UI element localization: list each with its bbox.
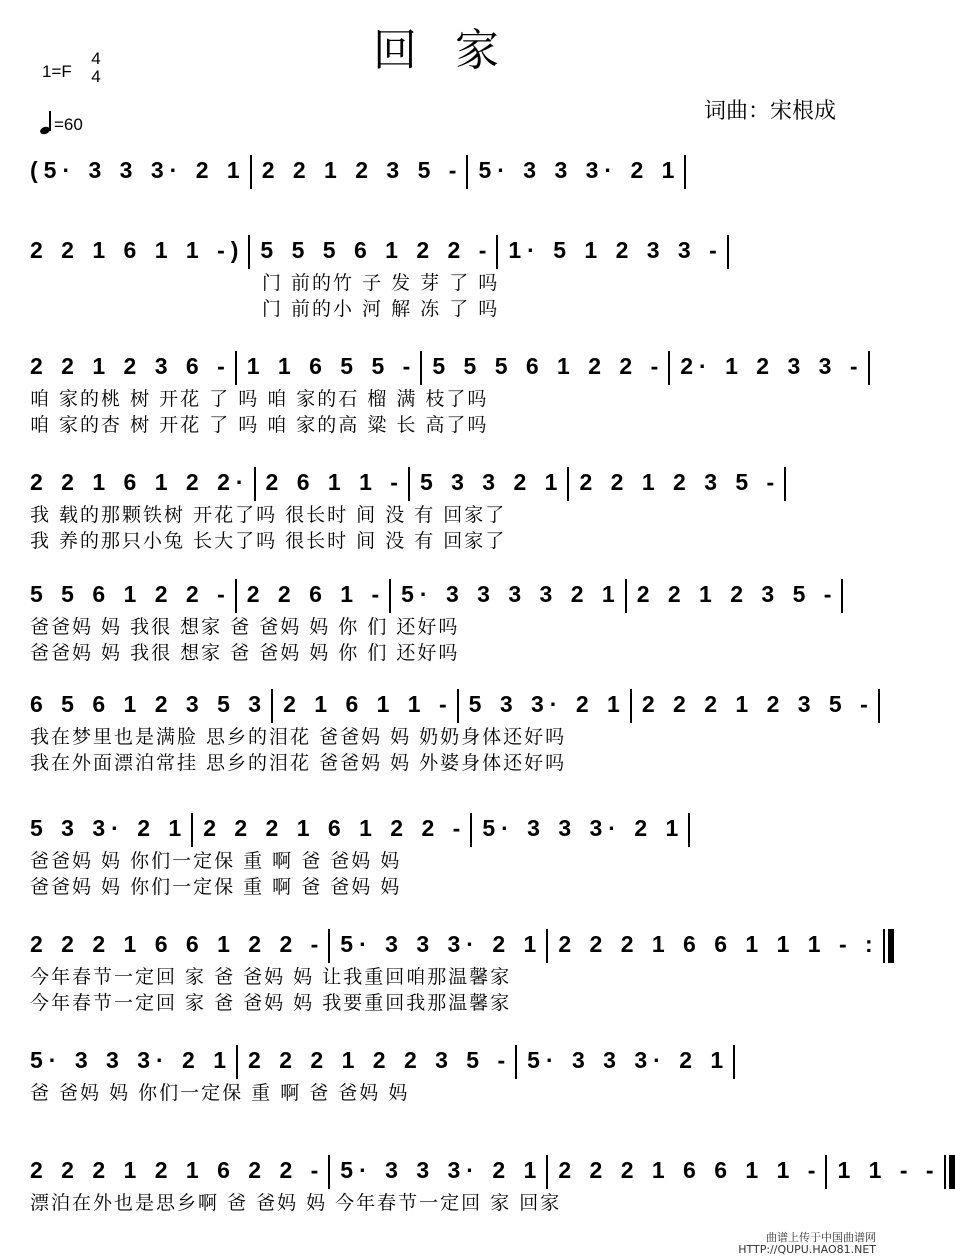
barline	[271, 689, 273, 723]
measure: 5· 3 3 3· 2 1	[340, 1157, 543, 1183]
notation-line	[30, 924, 879, 964]
notation-line	[30, 1150, 940, 1190]
song-title: 回 家	[373, 25, 511, 76]
measure: 5· 3 3 3· 2 1	[340, 931, 543, 957]
measure: 5· 3 3 3· 2 1	[482, 815, 685, 841]
score-system-9	[30, 1040, 864, 1106]
score-system-1	[30, 150, 864, 190]
score-system-7	[30, 808, 864, 900]
score-system-4	[30, 462, 864, 554]
notation-line	[30, 1040, 864, 1080]
measure: (5· 3 3 3· 2 1	[30, 157, 246, 183]
measure: 1 1 - -	[837, 1157, 940, 1183]
lyric-line-1: 我 载的那颗铁树 开花了吗 很长时 间 没 有 回家了	[30, 504, 507, 526]
score-system-8	[30, 924, 879, 1016]
barline	[630, 689, 632, 723]
measure: 2 2 2 1 6 6 1 1 -	[558, 1157, 822, 1183]
repeat-barline	[883, 929, 885, 963]
notation-line	[30, 462, 864, 502]
measure: 2 2 1 2 3 5 -	[261, 157, 463, 183]
barline	[688, 813, 690, 847]
measure: 5· 3 3 3· 2 1	[527, 1047, 730, 1073]
measure: 2 2 1 2 3 5 -	[636, 581, 838, 607]
lyric-line-2: 今年春节一定回 家 爸 爸妈 妈 我要重回我那温馨家	[30, 992, 512, 1014]
lyric-line-1: 咱 家的桃 树 开花 了 吗 咱 家的石 榴 满 枝了吗	[30, 388, 489, 410]
barline	[733, 1045, 735, 1079]
barline	[254, 467, 256, 501]
repeat-barline-thick	[888, 929, 894, 963]
notation-line	[30, 574, 864, 614]
measure: 2 1 6 1 1 -	[283, 691, 453, 717]
score-system-3	[30, 346, 864, 438]
measure: 2 2 2 1 6 6 1 2 2 -	[30, 931, 325, 957]
measure: 5· 3 3 3· 2 1	[30, 1047, 233, 1073]
lyric-line-1: 爸爸妈 妈 我很 想家 爸 爸妈 妈 你 们 还好吗	[30, 616, 460, 638]
measure: 6 5 6 1 2 3 5 3	[30, 691, 268, 717]
barline	[328, 929, 330, 963]
barline	[328, 1155, 330, 1189]
lyric-line-1: 爸爸妈 妈 你们一定保 重 啊 爸 爸妈 妈	[30, 850, 402, 872]
measure: 5· 3 3 3· 2 1	[478, 157, 681, 183]
final-barline	[944, 1155, 946, 1189]
barline	[496, 235, 498, 269]
notation-line	[30, 346, 864, 386]
barline	[546, 1155, 548, 1189]
lyric-line-1: 门 前的竹 子 发 芽 了 吗	[262, 272, 500, 294]
barline	[784, 467, 786, 501]
lyric-line-2: 我 养的那只小兔 长大了吗 很长时 间 没 有 回家了	[30, 530, 507, 552]
measure: 2· 1 2 3 3 -	[680, 353, 864, 379]
key-signature: 1=F	[42, 62, 72, 81]
measure: 5 5 6 1 2 2 -	[30, 581, 231, 607]
barline	[250, 155, 252, 189]
score-system-10	[30, 1150, 940, 1216]
measure: 2 2 2 1 2 3 5 -	[641, 691, 874, 717]
final-barline-thick	[949, 1155, 955, 1189]
barline	[684, 155, 686, 189]
barline	[515, 1045, 517, 1079]
measure: 1· 5 1 2 3 3 -	[508, 237, 723, 263]
barline	[389, 579, 391, 613]
lyric-line-1: 今年春节一定回 家 爸 爸妈 妈 让我重回咱那温馨家	[30, 966, 512, 988]
measure: 5 5 5 6 1 2 2 -	[432, 353, 665, 379]
measure: 5 5 5 6 1 2 2 -	[260, 237, 493, 263]
barline	[191, 813, 193, 847]
barline	[235, 351, 237, 385]
score-system-2	[30, 230, 864, 322]
watermark-line-2: HTTP://QUPU.HAO81.NET	[738, 1243, 876, 1256]
score-system-6	[30, 684, 874, 776]
measure: 2 2 6 1 -	[246, 581, 386, 607]
measure: 2 6 1 1 -	[265, 469, 404, 495]
notation-line	[30, 808, 864, 848]
barline	[420, 351, 422, 385]
measure: 5 3 3 2 1	[419, 469, 564, 495]
barline	[466, 155, 468, 189]
lyric-line-2: 门 前的小 河 解 冻 了 吗	[262, 298, 500, 320]
barline	[727, 235, 729, 269]
measure: 2 2 1 2 3 5 -	[579, 469, 781, 495]
barline	[235, 579, 237, 613]
barline	[625, 579, 627, 613]
barline	[567, 467, 569, 501]
measure: 2 2 2 1 6 1 2 2 -	[203, 815, 467, 841]
score-system-5	[30, 574, 864, 666]
measure: 1 1 6 5 5 -	[246, 353, 417, 379]
tempo-value: =60	[54, 115, 83, 134]
lyric-line-2: 爸爸妈 妈 你们一定保 重 啊 爸 爸妈 妈	[30, 876, 402, 898]
composer-credit: 词曲：宋根成	[703, 99, 836, 124]
quarter-note-icon	[40, 110, 54, 134]
measure: 2 2 1 6 1 1 -)	[30, 237, 245, 263]
measure: 5· 3 3 3 3 2 1	[401, 581, 621, 607]
watermark-line-1: 曲谱上传于中国曲谱网	[766, 1231, 876, 1244]
measure: 2 2 2 1 6 6 1 1 1 - :	[558, 931, 879, 957]
measure: 2 2 1 2 3 6 -	[30, 353, 231, 379]
site-watermark	[738, 1232, 876, 1256]
notation-line	[30, 230, 864, 270]
barline	[825, 1155, 827, 1189]
notation-line	[30, 150, 864, 190]
barline	[470, 813, 472, 847]
lyric-line-2: 我在外面漂泊常挂 思乡的泪花 爸爸妈 妈 外婆身体还好吗	[30, 752, 567, 774]
barline	[546, 929, 548, 963]
barline	[868, 351, 870, 385]
barline	[248, 235, 250, 269]
tempo-marking	[40, 110, 83, 135]
measure: 2 2 2 1 2 2 3 5 -	[248, 1047, 512, 1073]
measure: 2 2 2 1 2 1 6 2 2 -	[30, 1157, 325, 1183]
time-signature-top: 4	[91, 49, 101, 68]
lyric-line-2: 爸爸妈 妈 我很 想家 爸 爸妈 妈 你 们 还好吗	[30, 642, 460, 664]
barline	[236, 1045, 238, 1079]
barline	[408, 467, 410, 501]
barline	[878, 689, 880, 723]
barline	[668, 351, 670, 385]
time-signature	[88, 50, 104, 86]
lyric-line-1: 我在梦里也是满脸 思乡的泪花 爸爸妈 妈 奶奶身体还好吗	[30, 726, 567, 748]
measure: 5 3 3· 2 1	[30, 815, 188, 841]
barline	[841, 579, 843, 613]
barline	[457, 689, 459, 723]
lyric-line-1: 漂泊在外也是思乡啊 爸 爸妈 妈 今年春节一定回 家 回家	[30, 1192, 562, 1214]
notation-line	[30, 684, 874, 724]
time-signature-bottom: 4	[91, 67, 101, 86]
lyric-line-1: 爸 爸妈 妈 你们一定保 重 啊 爸 爸妈 妈	[30, 1082, 410, 1104]
measure: 2 2 1 6 1 2 2·	[30, 469, 250, 495]
measure: 5 3 3· 2 1	[468, 691, 626, 717]
lyric-line-2: 咱 家的杏 树 开花 了 吗 咱 家的高 粱 长 高了吗	[30, 414, 489, 436]
